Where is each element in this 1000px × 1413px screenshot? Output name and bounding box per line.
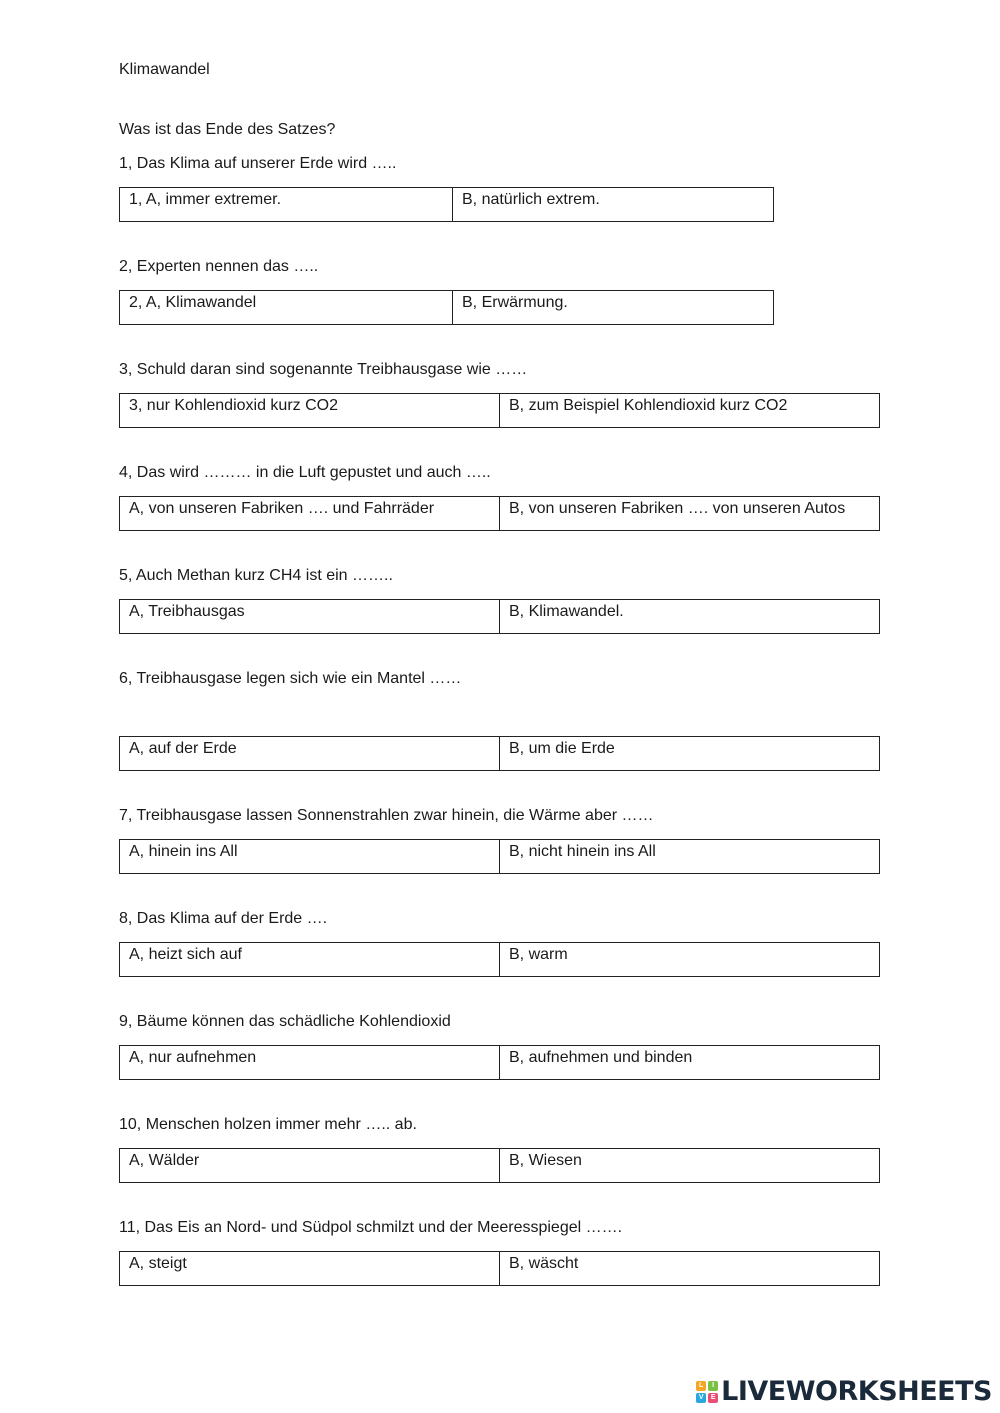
question-4-option-a[interactable]: A, von unseren Fabriken …. und Fahrräder: [120, 497, 500, 530]
question-7-option-b[interactable]: B, nicht hinein ins All: [509, 843, 656, 860]
question-4-answer-table: [119, 496, 880, 531]
question-11-prompt: 11, Das Eis an Nord- und Südpol schmilzt und der Meeresspiegel …….: [119, 1219, 623, 1236]
question-3-option-a[interactable]: 3, nur Kohlendioxid kurz CO2: [120, 394, 500, 427]
question-4-option-b[interactable]: B, von unseren Fabriken …. von unseren Autos: [509, 500, 846, 517]
logo-text: LIVEWORKSHEETS: [721, 1376, 992, 1407]
question-1-option-a[interactable]: 1, A, immer extremer.: [120, 188, 453, 221]
question-2-prompt: 2, Experten nennen das …..: [119, 258, 319, 275]
question-10-answer-table: [119, 1148, 880, 1183]
question-4-prompt: 4, Das wird ……… in die Luft gepustet und auch …..: [119, 464, 491, 481]
question-10-prompt: 10, Menschen holzen immer mehr ….. ab.: [119, 1116, 417, 1133]
question-6-option-b[interactable]: B, um die Erde: [509, 740, 615, 757]
worksheet-title: Klimawandel: [119, 61, 210, 78]
question-6-option-a[interactable]: A, auf der Erde: [120, 737, 500, 770]
question-6-prompt: 6, Treibhausgase legen sich wie ein Mantel ……: [119, 670, 462, 687]
question-5-option-b[interactable]: B, Klimawandel.: [509, 603, 624, 620]
question-1-prompt: 1, Das Klima auf unserer Erde wird …..: [119, 155, 397, 172]
question-9-prompt: 9, Bäume können das schädliche Kohlendioxid: [119, 1013, 451, 1030]
question-9-option-b[interactable]: B, aufnehmen und binden: [509, 1049, 693, 1066]
question-1-answer-table: [119, 187, 774, 222]
question-10-option-a[interactable]: A, Wälder: [120, 1149, 500, 1182]
question-9-option-a[interactable]: A, nur aufnehmen: [120, 1046, 500, 1079]
liveworksheets-logo[interactable]: [696, 1377, 992, 1407]
question-11-option-a[interactable]: A, steigt: [120, 1252, 500, 1285]
logo-block-l: L: [696, 1381, 706, 1391]
question-7-option-a[interactable]: A, hinein ins All: [120, 840, 500, 873]
question-2-option-b[interactable]: B, Erwärmung.: [462, 294, 568, 311]
question-7-prompt: 7, Treibhausgase lassen Sonnenstrahlen zwar hinein, die Wärme aber ……: [119, 807, 654, 824]
question-3-prompt: 3, Schuld daran sind sogenannte Treibhausgase wie ……: [119, 361, 528, 378]
question-2-answer-table: [119, 290, 774, 325]
question-11-option-b[interactable]: B, wäscht: [509, 1255, 579, 1272]
worksheet-instruction: Was ist das Ende des Satzes?: [119, 121, 336, 138]
question-10-option-b[interactable]: B, Wiesen: [509, 1152, 582, 1169]
question-8-option-b[interactable]: B, warm: [509, 946, 568, 963]
question-1-option-b[interactable]: B, natürlich extrem.: [462, 191, 600, 208]
logo-block-e: E: [708, 1393, 718, 1403]
question-8-option-a[interactable]: A, heizt sich auf: [120, 943, 500, 976]
question-3-option-b[interactable]: B, zum Beispiel Kohlendioxid kurz CO2: [509, 397, 788, 414]
question-5-prompt: 5, Auch Methan kurz CH4 ist ein ……..: [119, 567, 393, 584]
logo-block-v: V: [696, 1393, 706, 1403]
question-5-option-a[interactable]: A, Treibhausgas: [120, 600, 500, 633]
question-5-answer-table: [119, 599, 880, 634]
question-6-answer-table: [119, 736, 880, 771]
question-8-answer-table: [119, 942, 880, 977]
logo-blocks-icon: [696, 1381, 718, 1403]
question-8-prompt: 8, Das Klima auf der Erde ….: [119, 910, 328, 927]
question-7-answer-table: [119, 839, 880, 874]
question-3-answer-table: [119, 393, 880, 428]
logo-block-i: I: [708, 1381, 718, 1391]
question-9-answer-table: [119, 1045, 880, 1080]
question-2-option-a[interactable]: 2, A, Klimawandel: [120, 291, 453, 324]
question-11-answer-table: [119, 1251, 880, 1286]
